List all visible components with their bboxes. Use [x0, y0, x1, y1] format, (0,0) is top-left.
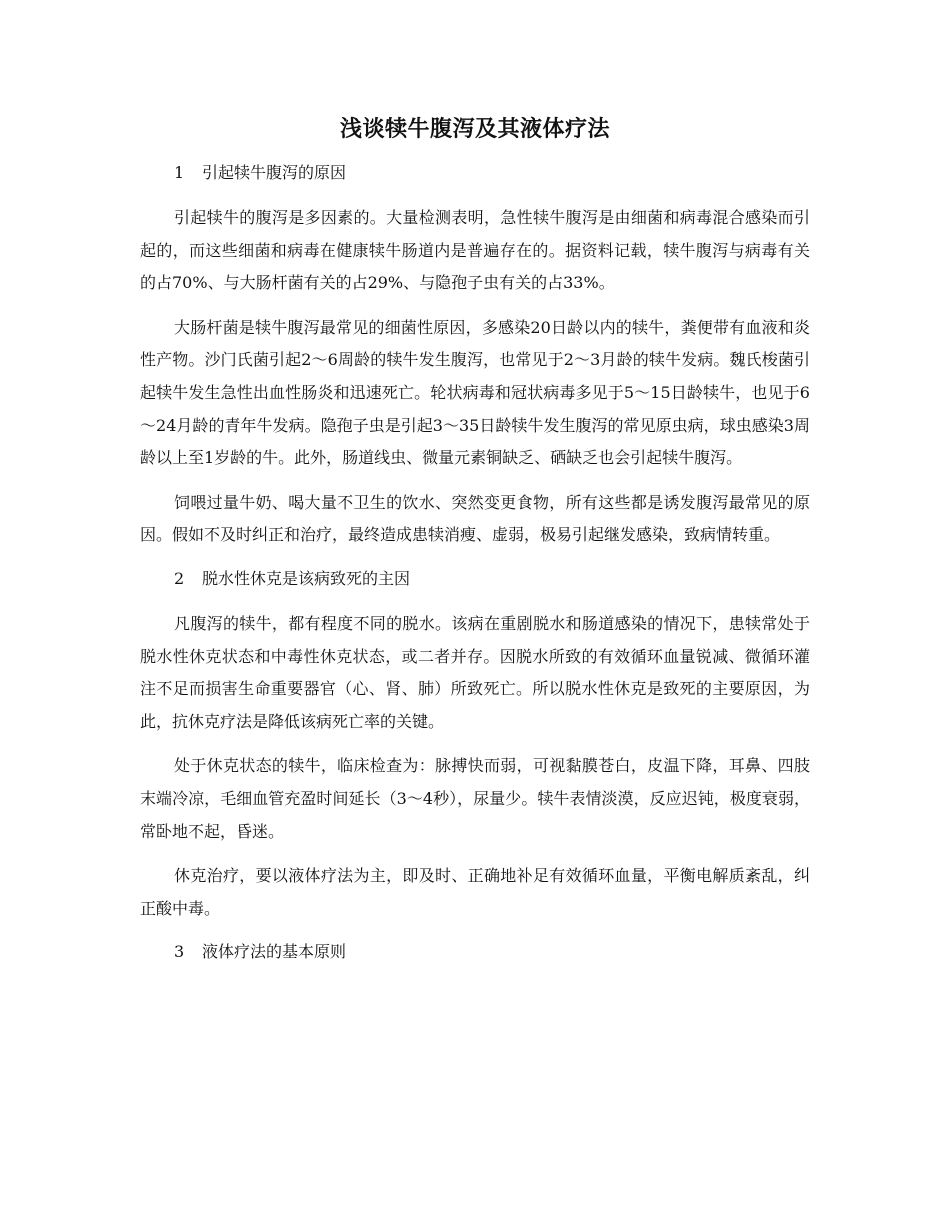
paragraph: 凡腹泻的犊牛，都有程度不同的脱水。该病在重剧脱水和肠道感染的情况下，患犊常处于脱水性休克状态和中毒性休克状态，或二者并存。因脱水所致的有效循环血量锐减、微循环灌注不足而损害生命重要器官（心、肾、肺）所致死亡。所以脱水性休克是致死的主要原因，为此，抗休克疗法是降低该病死亡率的关键。	[140, 613, 810, 731]
paragraph: 饲喂过量牛奶、喝大量不卫生的饮水、突然变更食物，所有这些都是诱发腹泻最常见的原因。假如不及时纠正和治疗，最终造成患犊消瘦、虚弱，极易引起继发感染，致病情转重。	[140, 492, 810, 545]
section-heading-3	[140, 937, 810, 967]
paragraph: 大肠杆菌是犊牛腹泻最常见的细菌性原因，多感染20日龄以内的犊牛，粪便带有血液和炎性产物。沙门氏菌引起2～6周龄的犊牛发生腹泻，也常见于2～3月龄的犊牛发病。魏氏梭菌引起犊牛发生急性出血性肠炎和迅速死亡。轮状病毒和冠状病毒多见于5～15日龄犊牛，也见于6～24月龄的青年牛发病。隐孢子虫是引起3～35日龄犊牛发生腹泻的常见原虫病，球虫感染3周龄以上至1岁龄的牛。此外，肠道线虫、微量元素铜缺乏、硒缺乏也会引起犊牛腹泻。	[140, 317, 810, 468]
section-heading-1	[140, 158, 810, 188]
paragraph: 引起犊牛的腹泻是多因素的。大量检测表明，急性犊牛腹泻是由细菌和病毒混合感染而引起的，而这些细菌和病毒在健康犊牛肠道内是普遍存在的。据资料记载，犊牛腹泻与病毒有关的占70%、与大肠杆菌有关的占29%、与隐孢子虫有关的占33%。	[140, 208, 810, 293]
section-number: 1	[174, 163, 185, 182]
document-title: 浅谈犊牛腹泻及其液体疗法	[339, 116, 610, 142]
section-heading-text: 引起犊牛腹泻的原因	[202, 163, 347, 182]
document-body	[140, 158, 810, 981]
section-number: 3	[174, 942, 185, 962]
section-heading-2	[140, 564, 810, 594]
section-heading-text: 脱水性休克是该病致死的主因	[202, 568, 411, 588]
paragraph: 休克治疗，要以液体疗法为主，即及时、正确地补足有效循环血量，平衡电解质紊乱，纠正酸中毒。	[140, 866, 810, 918]
section-heading-text: 液体疗法的基本原则	[202, 942, 347, 962]
section-number: 2	[174, 568, 185, 588]
paragraph: 处于休克状态的犊牛，临床检查为：脉搏快而弱，可视黏膜苍白，皮温下降，耳鼻、四肢末端冷凉，毛细血管充盈时间延长（3～4秒），尿量少。犊牛表情淡漠，反应迟钝，极度衰弱，常卧地不起，昏迷。	[140, 756, 810, 841]
